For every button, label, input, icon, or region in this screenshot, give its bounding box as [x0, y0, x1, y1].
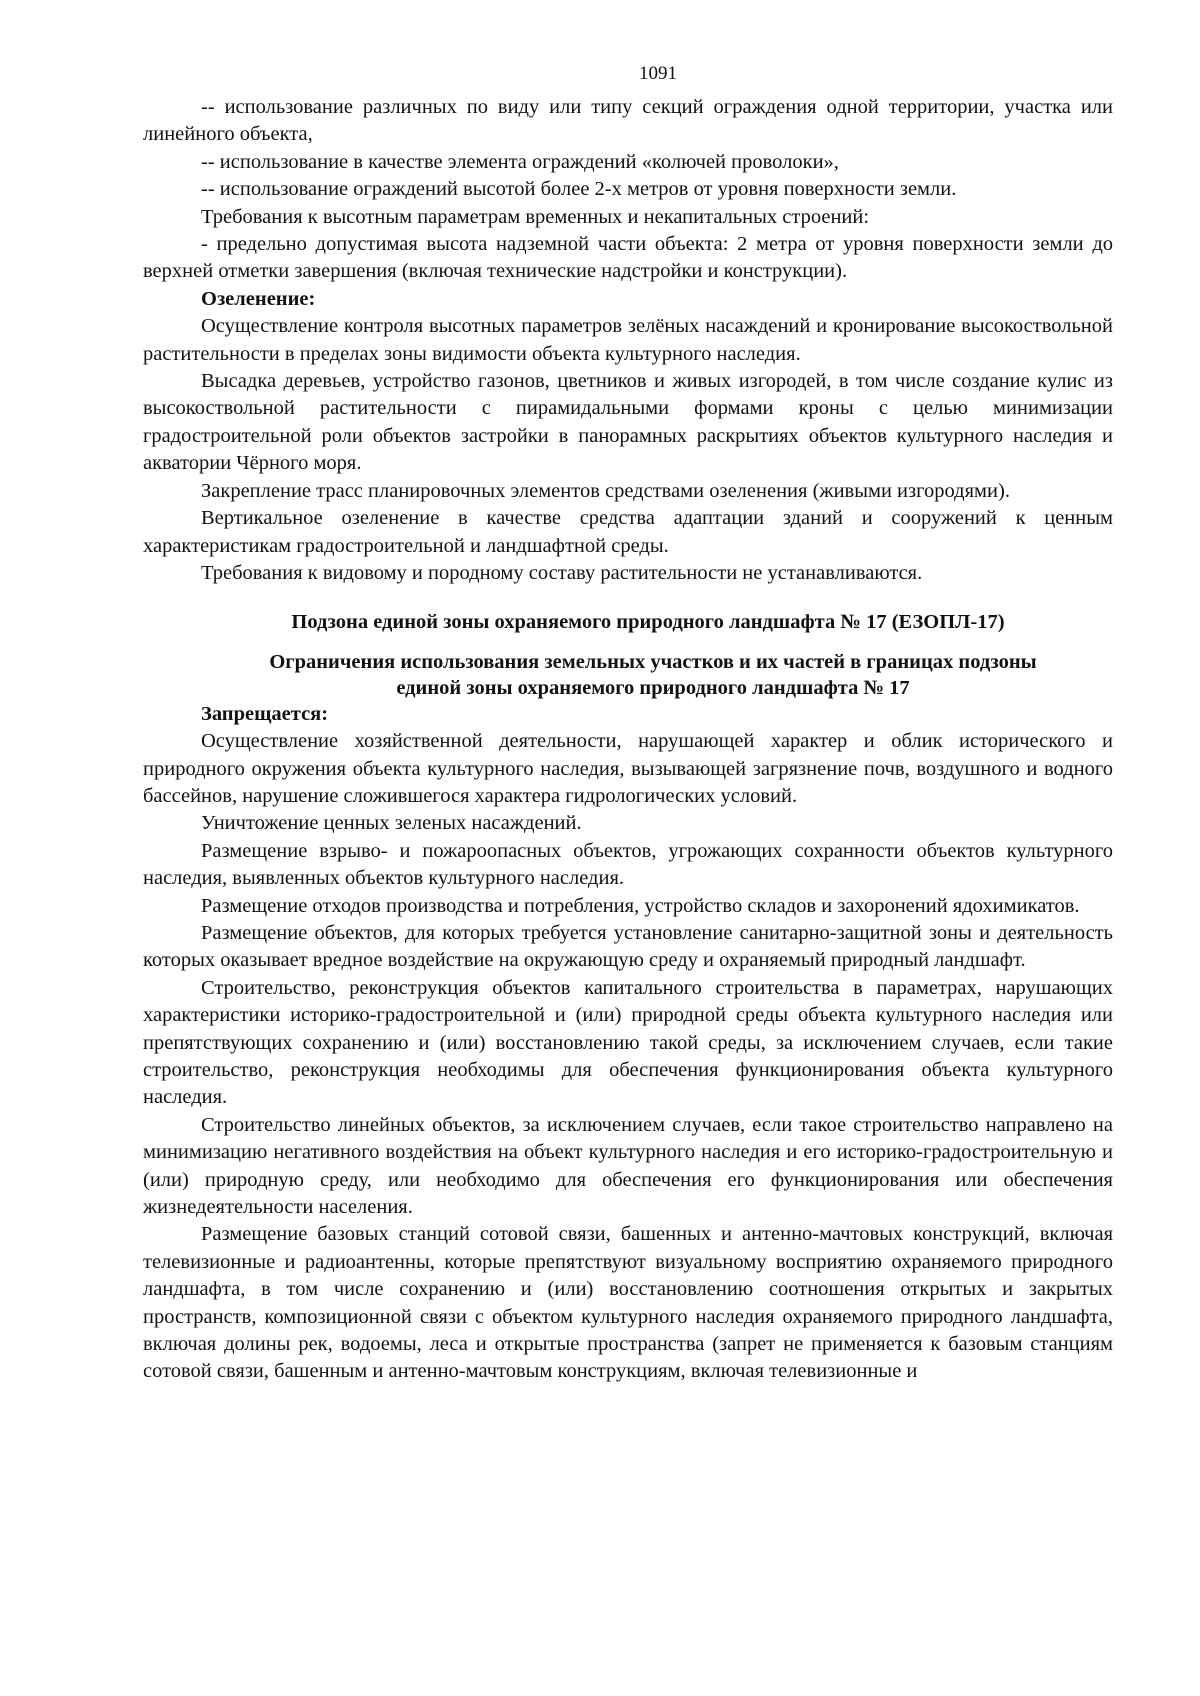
restrictions-title-line2: единой зоны охраняемого природного ландшафта № 17 — [396, 676, 910, 699]
zone-title: Подзона единой зоны охраняемого природного ландшафта № 17 (ЕЗОПЛ-17) — [291, 611, 1005, 634]
prohibited-heading: Запрещается: — [201, 702, 329, 725]
greening-paragraph-1: Осуществление контроля высотных параметров зелёных насаждений и кронирование высокоствольной растительности в пределах зоны видимости объекта культурного наследия. — [143, 315, 1113, 365]
prohibited-paragraph-2: Уничтожение ценных зеленых насаждений. — [201, 812, 582, 835]
fence-item-2: -- использование в качестве элемента ограждений «колючей проволоки», — [201, 150, 839, 173]
prohibited-paragraph-8: Размещение базовых станций сотовой связи, башенных и антенно-мачтовых конструкций, включая телевизионные и радиоантенны, которые препятствуют визуальному восприятию охраняемого природного ландшафта, в том числе сохранению и (или) восстановлению соотношения открытых и закрытых пространств, композиционной связи с объектом культурного наследия охраняемого природного ландшафта, включая долины рек, водоемы, леса и открытые пространства (запрет не применяется к базовым станциям сотовой связи, башенным и антенно-мачтовым конструкциям, включая телевизионные и — [143, 1223, 1113, 1383]
document-page — [143, 62, 1113, 1386]
greening-paragraph-5: Требования к видовому и породному составу растительности не устанавливаются. — [201, 561, 923, 584]
prohibited-paragraph-3: Размещение взрыво- и пожароопасных объектов, угрожающих сохранности объектов культурного наследия, выявленных объектов культурного наследия. — [143, 839, 1113, 890]
fence-item-1: -- использование различных по виду или типу секций ограждения одной территории, участка или линейного объекта, — [143, 96, 1113, 146]
prohibited-paragraph-1: Осуществление хозяйственной деятельности, нарушающей характер и облик исторического и природного окружения объекта культурного наследия, вызывающей загрязнение почв, воздушного и водного бассейнов, нарушение сложившегося характера гидрологических условий. — [143, 730, 1113, 807]
restrictions-title-line1: Ограничения использования земельных участков и их частей в границах подзоны — [269, 650, 1037, 673]
greening-paragraph-2: Высадка деревьев, устройство газонов, цветников и живых изгородей, в том числе создание кулис из высокоствольной растительности с пирамидальными формами кроны с целью минимизации градостроительной роли объектов застройки в панорамных раскрытиях объектов культурного наследия и акватории Чёрного моря. — [143, 370, 1113, 475]
prohibited-paragraph-4: Размещение отходов производства и потребления, устройство складов и захоронений ядохимикатов. — [201, 894, 1080, 917]
greening-heading: Озеленение: — [201, 287, 316, 310]
prohibited-paragraph-6: Строительство, реконструкция объектов капитального строительства в параметрах, нарушающих характеристики историко-градостроительной и (или) природной среды объекта культурного наследия или препятствующих сохранению и (или) восстановлению такой среды, за исключением случаев, если такие строительство, реконструкция необходимы для обеспечения функционирования объекта культурного наследия. — [143, 976, 1113, 1109]
greening-paragraph-3: Закрепление трасс планировочных элементов средствами озеленения (живыми изгородями). — [201, 479, 1010, 502]
height-requirements-item: - предельно допустимая высота надземной части объекта: 2 метра от уровня поверхности земли до верхней отметки завершения (включая технические надстройки и конструкции). — [143, 233, 1113, 283]
prohibited-paragraph-7: Строительство линейных объектов, за исключением случаев, если такое строительство направлено на минимизацию негативного воздействия на объект культурного наследия и его историко-градостроительную и (или) природную среду, или необходимо для обеспечения его функционирования или обеспечения жизнедеятельности населения. — [143, 1113, 1113, 1219]
fence-item-3: -- использование ограждений высотой более 2-х метров от уровня поверхности земли. — [201, 178, 957, 201]
page-number: 1091 — [639, 63, 677, 84]
height-requirements-heading: Требования к высотным параметрам временных и некапитальных строений: — [201, 205, 870, 228]
prohibited-paragraph-5: Размещение объектов, для которых требуется установление санитарно-защитной зоны и деятельность которых оказывает вредное воздействие на окружающую среду и охраняемый природный ландшафт. — [143, 921, 1113, 972]
greening-paragraph-4: Вертикальное озеленение в качестве средства адаптации зданий и сооружений к ценным характеристикам градостроительной и ландшафтной среды. — [143, 507, 1113, 557]
